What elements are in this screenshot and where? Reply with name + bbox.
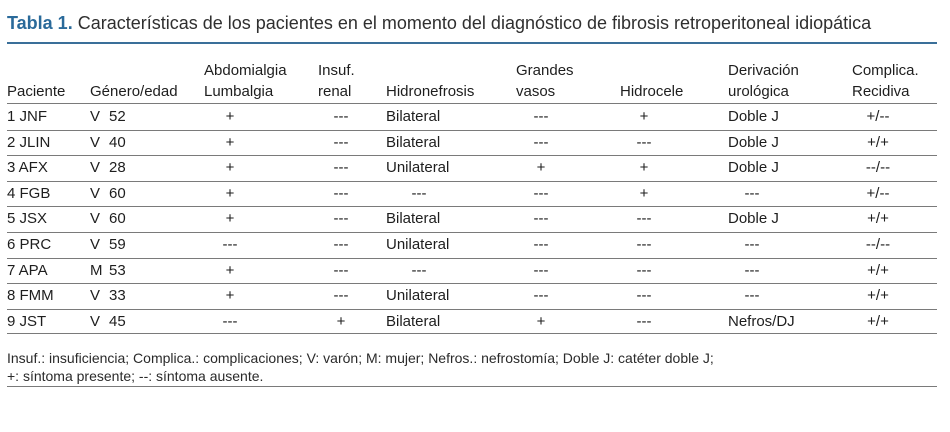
cell-compl: +/-- bbox=[866, 108, 890, 125]
row-separator bbox=[7, 258, 937, 259]
cell-genero: V bbox=[90, 108, 101, 125]
cell-edad: 28 bbox=[109, 159, 126, 176]
cell-paciente: 9 JST bbox=[7, 313, 47, 330]
table-title bbox=[7, 13, 871, 34]
cell-compl: +/+ bbox=[867, 262, 889, 279]
cell-insuf: --- bbox=[333, 287, 349, 304]
cell-compl: +/+ bbox=[867, 287, 889, 304]
cell-compl: +/+ bbox=[867, 313, 889, 330]
cell-grandes: --- bbox=[533, 236, 549, 253]
header-hidrocele: Hidrocele bbox=[620, 83, 684, 100]
cell-deriv: --- bbox=[744, 185, 760, 202]
footnote-line-2: +: síntoma presente; --: síntoma ausente. bbox=[7, 368, 264, 384]
cell-hidro: Unilateral bbox=[386, 159, 450, 176]
cell-genero: V bbox=[90, 159, 101, 176]
cell-edad: 52 bbox=[109, 108, 126, 125]
cell-hidro: Bilateral bbox=[386, 210, 441, 227]
cell-hidro: Bilateral bbox=[386, 313, 441, 330]
header-insuf: Insuf. bbox=[318, 62, 355, 79]
cell-deriv: Doble J bbox=[728, 134, 779, 151]
cell-edad: 45 bbox=[109, 313, 126, 330]
cell-paciente: 8 FMM bbox=[7, 287, 54, 304]
header-derivacion: Derivación bbox=[728, 62, 799, 79]
cell-edad: 60 bbox=[109, 185, 126, 202]
cell-hidrocele: --- bbox=[636, 134, 652, 151]
cell-insuf: --- bbox=[333, 236, 349, 253]
cell-compl: --/-- bbox=[865, 159, 891, 176]
cell-hidro: Unilateral bbox=[386, 287, 450, 304]
cell-deriv: Doble J bbox=[728, 159, 779, 176]
cell-edad: 53 bbox=[109, 262, 126, 279]
cell-deriv: --- bbox=[744, 262, 760, 279]
row-separator bbox=[7, 155, 937, 156]
cell-genero: V bbox=[90, 185, 101, 202]
cell-abdo: + bbox=[225, 134, 235, 151]
cell-hidrocele: --- bbox=[636, 287, 652, 304]
cell-insuf: --- bbox=[333, 210, 349, 227]
cell-insuf: --- bbox=[333, 262, 349, 279]
cell-compl: +/+ bbox=[867, 134, 889, 151]
cell-genero: M bbox=[90, 262, 103, 279]
header-lumbalgia: Lumbalgia bbox=[204, 83, 274, 100]
header-urologica: urológica bbox=[728, 83, 789, 100]
cell-grandes: --- bbox=[533, 108, 549, 125]
header-abdomialgia: Abdomialgia bbox=[204, 62, 287, 79]
cell-deriv: --- bbox=[744, 236, 760, 253]
header-paciente: Paciente bbox=[7, 83, 66, 100]
cell-compl: +/-- bbox=[866, 185, 890, 202]
cell-abdo: + bbox=[225, 262, 235, 279]
cell-abdo: + bbox=[225, 287, 235, 304]
header-rule bbox=[7, 103, 937, 104]
row-separator bbox=[7, 309, 937, 310]
cell-hidrocele: + bbox=[639, 159, 649, 176]
cell-hidro: --- bbox=[411, 262, 427, 279]
cell-deriv: Doble J bbox=[728, 108, 779, 125]
header-renal: renal bbox=[318, 83, 352, 100]
cell-paciente: 4 FGB bbox=[7, 185, 51, 202]
cell-hidro: --- bbox=[411, 185, 427, 202]
cell-edad: 33 bbox=[109, 287, 126, 304]
cell-abdo: + bbox=[225, 159, 235, 176]
cell-grandes: --- bbox=[533, 287, 549, 304]
cell-hidrocele: --- bbox=[636, 210, 652, 227]
cell-genero: V bbox=[90, 236, 101, 253]
cell-edad: 60 bbox=[109, 210, 126, 227]
cell-grandes: + bbox=[536, 159, 546, 176]
footnote-line-1: Insuf.: insuficiencia; Complica.: complicaciones; V: varón; M: mujer; Nefros.: nefrostomía; Doble J: catéter doble J; bbox=[7, 350, 714, 366]
cell-genero: V bbox=[90, 287, 101, 304]
table-caption: Características de los pacientes en el momento del diagnóstico de fibrosis retroperitoneal idiopática bbox=[77, 13, 872, 33]
cell-insuf: + bbox=[336, 313, 346, 330]
cell-hidro: Bilateral bbox=[386, 134, 441, 151]
cell-hidro: Unilateral bbox=[386, 236, 450, 253]
cell-paciente: 1 JNF bbox=[7, 108, 48, 125]
cell-insuf: --- bbox=[333, 185, 349, 202]
cell-hidrocele: --- bbox=[636, 236, 652, 253]
cell-paciente: 6 PRC bbox=[7, 236, 52, 253]
cell-deriv: Nefros/DJ bbox=[728, 313, 795, 330]
cell-abdo: + bbox=[225, 108, 235, 125]
cell-abdo: --- bbox=[222, 236, 238, 253]
cell-grandes: --- bbox=[533, 134, 549, 151]
cell-paciente: 2 JLIN bbox=[7, 134, 51, 151]
cell-edad: 59 bbox=[109, 236, 126, 253]
cell-hidrocele: + bbox=[639, 108, 649, 125]
cell-hidrocele: --- bbox=[636, 313, 652, 330]
cell-abdo: --- bbox=[222, 313, 238, 330]
cell-abdo: + bbox=[225, 210, 235, 227]
cell-insuf: --- bbox=[333, 134, 349, 151]
cell-edad: 40 bbox=[109, 134, 126, 151]
cell-genero: V bbox=[90, 210, 101, 227]
cell-hidro: Bilateral bbox=[386, 108, 441, 125]
cell-deriv: Doble J bbox=[728, 210, 779, 227]
cell-hidrocele: + bbox=[639, 185, 649, 202]
row-separator bbox=[7, 206, 937, 207]
header-genero-edad: Género/edad bbox=[90, 83, 178, 100]
header-vasos: vasos bbox=[516, 83, 556, 100]
cell-compl: +/+ bbox=[867, 210, 889, 227]
header-complica: Complica. bbox=[852, 62, 919, 79]
footnote bbox=[7, 349, 937, 385]
row-separator bbox=[7, 130, 937, 131]
cell-paciente: 3 AFX bbox=[7, 159, 48, 176]
header-grandes: Grandes bbox=[516, 62, 574, 79]
cell-grandes: + bbox=[536, 313, 546, 330]
cell-grandes: --- bbox=[533, 262, 549, 279]
footnote-rule bbox=[7, 386, 937, 387]
cell-genero: V bbox=[90, 313, 101, 330]
header-recidiva: Recidiva bbox=[852, 83, 910, 100]
cell-paciente: 7 APA bbox=[7, 262, 48, 279]
row-separator bbox=[7, 283, 937, 284]
row-separator bbox=[7, 181, 937, 182]
cell-deriv: --- bbox=[744, 287, 760, 304]
table-number: Tabla 1. bbox=[7, 13, 73, 33]
cell-hidrocele: --- bbox=[636, 262, 652, 279]
header-hidronefrosis: Hidronefrosis bbox=[386, 83, 475, 100]
cell-compl: --/-- bbox=[865, 236, 891, 253]
cell-paciente: 5 JSX bbox=[7, 210, 48, 227]
title-rule bbox=[7, 42, 937, 44]
cell-insuf: --- bbox=[333, 159, 349, 176]
cell-abdo: + bbox=[225, 185, 235, 202]
cell-grandes: --- bbox=[533, 185, 549, 202]
cell-genero: V bbox=[90, 134, 101, 151]
cell-grandes: --- bbox=[533, 210, 549, 227]
row-separator bbox=[7, 232, 937, 233]
cell-insuf: --- bbox=[333, 108, 349, 125]
table-bottom-rule bbox=[7, 333, 937, 334]
